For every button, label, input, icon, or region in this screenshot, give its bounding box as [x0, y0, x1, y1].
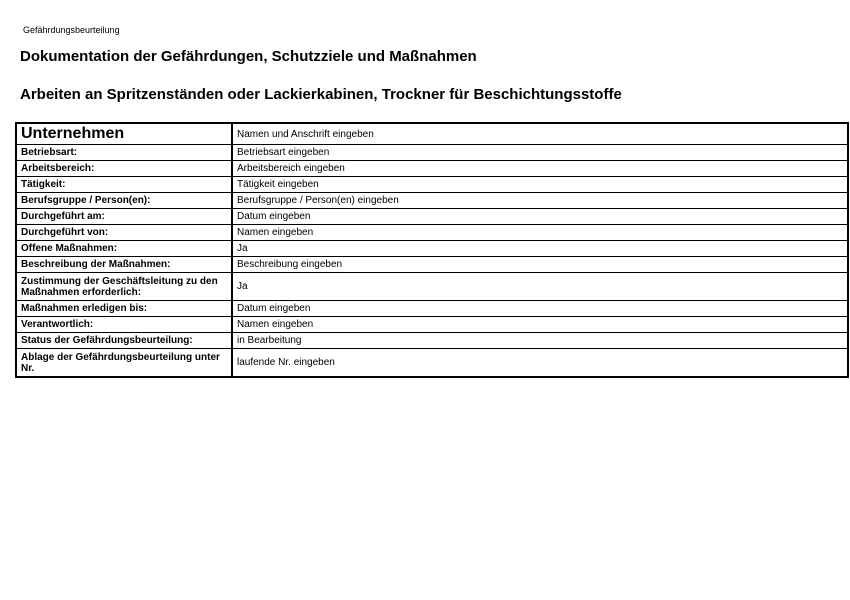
work-area-label: Arbeitsbereich: [16, 161, 232, 177]
form-row-work-area [16, 161, 848, 177]
filing-number-field[interactable]: laufende Nr. eingeben [232, 349, 848, 378]
page-title: Dokumentation der Gefährdungen, Schutzziele und Maßnahmen [20, 48, 477, 65]
filing-number-label: Ablage der Gefährdungsbeurteilung unter Nr. [16, 349, 232, 378]
form-row-performed-on [16, 209, 848, 225]
responsible-label: Verantwortlich: [16, 317, 232, 333]
open-measures-field[interactable]: Ja [232, 241, 848, 257]
deadline-label: Maßnahmen erledigen bis: [16, 301, 232, 317]
page-subtitle: Arbeiten an Spritzenständen oder Lackierkabinen, Trockner für Beschichtungsstoffe [20, 86, 622, 103]
management-approval-label: Zustimmung der Geschäftsleitung zu den Maßnahmen erforderlich: [16, 273, 232, 301]
company-label: Unternehmen [16, 123, 232, 145]
form-row-deadline [16, 301, 848, 317]
assessment-form-table [15, 122, 849, 378]
deadline-field[interactable]: Datum eingeben [232, 301, 848, 317]
business-type-label: Betriebsart: [16, 145, 232, 161]
management-approval-field[interactable]: Ja [232, 273, 848, 301]
open-measures-label: Offene Maßnahmen: [16, 241, 232, 257]
activity-field[interactable]: Tätigkeit eingeben [232, 177, 848, 193]
occupational-group-label: Berufsgruppe / Person(en): [16, 193, 232, 209]
business-type-field[interactable]: Betriebsart eingeben [232, 145, 848, 161]
measures-description-field[interactable]: Beschreibung eingeben [232, 257, 848, 273]
form-row-responsible [16, 317, 848, 333]
form-row-activity [16, 177, 848, 193]
company-field[interactable]: Namen und Anschrift eingeben [232, 123, 848, 145]
form-row-filing-number [16, 349, 848, 378]
form-row-business-type [16, 145, 848, 161]
form-row-status [16, 333, 848, 349]
work-area-field[interactable]: Arbeitsbereich eingeben [232, 161, 848, 177]
performed-on-label: Durchgeführt am: [16, 209, 232, 225]
form-row-management-approval [16, 273, 848, 301]
activity-label: Tätigkeit: [16, 177, 232, 193]
measures-description-label: Beschreibung der Maßnahmen: [16, 257, 232, 273]
status-label: Status der Gefährdungsbeurteilung: [16, 333, 232, 349]
form-row-performed-by [16, 225, 848, 241]
status-field[interactable]: in Bearbeitung [232, 333, 848, 349]
document-header: Gefährdungsbeurteilung [23, 25, 120, 35]
performed-on-field[interactable]: Datum eingeben [232, 209, 848, 225]
occupational-group-field[interactable]: Berufsgruppe / Person(en) eingeben [232, 193, 848, 209]
performed-by-label: Durchgeführt von: [16, 225, 232, 241]
form-row-measures-description [16, 257, 848, 273]
form-row-company [16, 123, 848, 145]
performed-by-field[interactable]: Namen eingeben [232, 225, 848, 241]
responsible-field[interactable]: Namen eingeben [232, 317, 848, 333]
form-row-occupational-group [16, 193, 848, 209]
form-row-open-measures [16, 241, 848, 257]
